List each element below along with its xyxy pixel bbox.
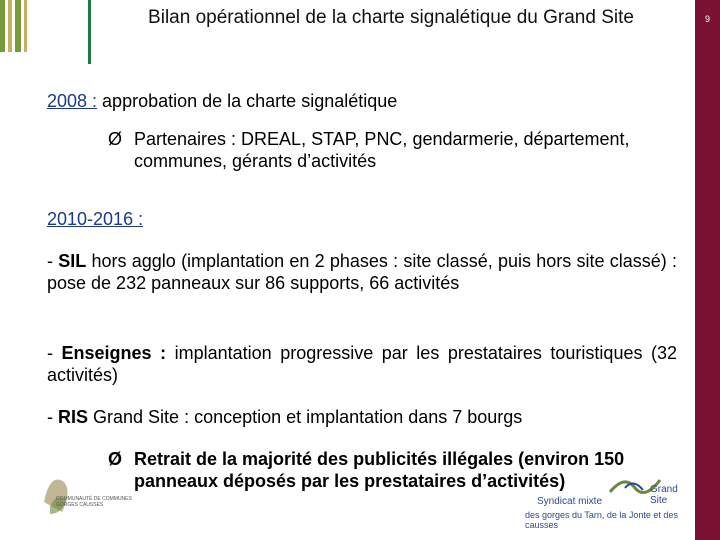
line-2008	[47, 90, 677, 112]
decor-bar	[8, 0, 12, 52]
enseignes-bold: Enseignes :	[61, 343, 167, 363]
ris-bold: RIS	[58, 407, 89, 427]
community-logo-line2: GORGES CAUSSES	[56, 502, 104, 508]
community-logo-line1: COMMUNAUTÉ DE COMMUNES	[56, 496, 132, 502]
enseignes-paragraph	[47, 342, 677, 386]
decor-bar	[24, 0, 27, 52]
slide-title: Bilan opérationnel de la charte signalétique du Grand Site	[148, 7, 634, 28]
grand-site-line1b: Grand Site	[650, 484, 678, 506]
grand-site-line1: Syndicat mixte	[537, 496, 603, 507]
sil-paragraph	[47, 250, 677, 294]
bullet-icon: Ø	[108, 129, 123, 149]
ris-dash: -	[47, 407, 58, 427]
partenaires-text: Partenaires : DREAL, STAP, PNC, gendarmerie, département, communes, gérants d’activités	[134, 129, 630, 171]
sil-dash: -	[47, 251, 59, 271]
sil-rest: hors agglo (implantation en 2 phases : site classé, puis hors site classé) : pose de 232 panneaux sur 86 supports, 66 activités	[47, 251, 678, 293]
retrait-text: Retrait de la majorité des publicités illégales (environ 150 panneaux déposés par les prestataires d’activités)	[134, 449, 625, 491]
community-logo-text	[56, 496, 132, 508]
community-logo-icon	[42, 462, 132, 522]
ris-paragraph	[47, 406, 677, 428]
year-2008-label: 2008 :	[47, 91, 98, 111]
enseignes-rest: implantation progressive par les prestataires touristiques (32 activités)	[47, 343, 678, 385]
year-2008-text: approbation de la charte signalétique	[97, 91, 398, 111]
ris-rest: Grand Site : conception et implantation dans 7 bourgs	[88, 407, 523, 427]
title-rule	[88, 0, 91, 64]
grand-site-logo	[525, 470, 695, 540]
year-2010-label: 2010-2016 :	[47, 209, 144, 229]
decor-bar	[15, 0, 21, 52]
decor-bar	[0, 0, 5, 52]
sil-bold: SIL	[58, 251, 87, 271]
side-panel	[695, 0, 720, 540]
bullet-icon: Ø	[108, 449, 123, 469]
community-logo	[42, 462, 132, 522]
enseignes-dash: -	[47, 343, 62, 363]
page-number: 9	[704, 14, 710, 24]
grand-site-line2: des gorges du Tarn, de la Jonte et des causses	[525, 510, 678, 530]
